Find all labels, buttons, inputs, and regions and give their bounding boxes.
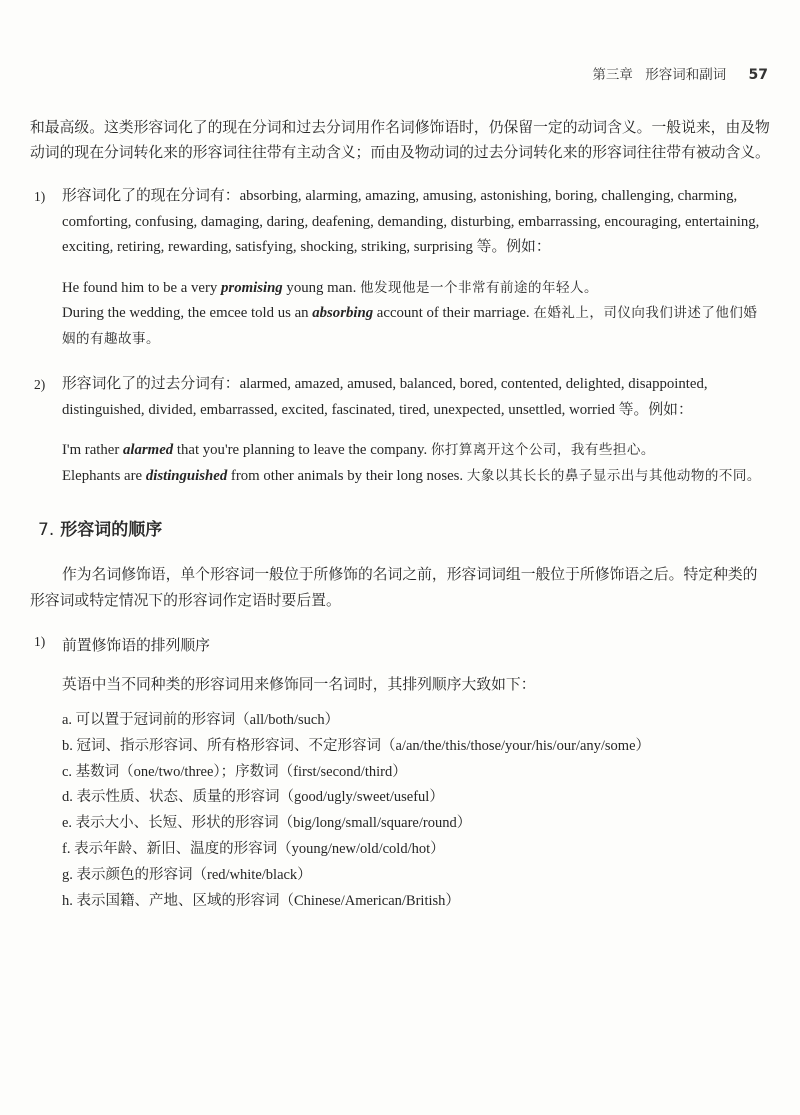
section-title: 形容词的顺序 bbox=[60, 520, 163, 540]
section-heading bbox=[30, 515, 770, 540]
list-item: f. 表示年龄、新旧、温度的形容词（young/new/old/cold/hot） bbox=[62, 840, 445, 857]
list-item: h. 表示国籍、产地、区域的形容词（Chinese/American/British） bbox=[62, 892, 460, 909]
example-block bbox=[62, 276, 770, 353]
keyword: promising bbox=[221, 279, 283, 296]
intro-paragraph: 和最高级。这类形容词化了的现在分词和过去分词用作名词修饰语时，仍保留一定的动词含义。一般说来，由及物动词的现在分词转化来的形容词往往带有主动含义；而由及物动词的过去分词转化来的形容词往往带有被动含义。 bbox=[30, 120, 770, 161]
item-text: 形容词化了的现在分词有：absorbing, alarming, amazing, amusing, astonishing, boring, challenging, charming, comforting, confusing, damaging, daring, deafening, demanding, disturbing, embarrassing, encouraging, entertaining, exciting, retiring, rewarding, satisfying, shocking, striking, surprising 等。例如： bbox=[62, 188, 760, 255]
list-item: g. 表示颜色的形容词（red/white/black） bbox=[62, 866, 312, 883]
subsection-lead: 英语中当不同种类的形容词用来修饰同一名词时，其排列顺序大致如下： bbox=[62, 677, 536, 693]
running-header bbox=[0, 63, 768, 83]
list-item: b. 冠词、指示形容词、所有格形容词、不定形容词（a/an/the/this/those/your/his/our/any/some） bbox=[62, 737, 651, 754]
translation: 在婚礼上，司仪向我们讲述了他们婚姻的有趣故事。 bbox=[62, 305, 758, 347]
example-sentence: During the wedding, the emcee told us an absorbing account of their marriage. 在婚礼上，司仪向我们讲述了他们婚姻的有趣故事。 bbox=[62, 305, 758, 347]
item-number: 2) bbox=[34, 377, 46, 392]
chapter-label: 第三章 bbox=[592, 67, 633, 83]
list-item: e. 表示大小、长短、形状的形容词（big/long/small/square/round） bbox=[62, 815, 472, 832]
example-sentence: Elephants are distinguished from other animals by their long noses. 大象以其长长的鼻子显示出与其他动物的不同。 bbox=[62, 467, 761, 484]
section-intro: 作为名词修饰语，单个形容词一般位于所修饰的名词之前，形容词词组一般位于所修饰语之后。特定种类的形容词或特定情况下的形容词作定语时要后置。 bbox=[30, 567, 758, 609]
section-number: 7. bbox=[38, 520, 55, 540]
subsection-number: 1) bbox=[34, 634, 46, 649]
translation: 他发现他是一个非常有前途的年轻人。 bbox=[359, 279, 598, 296]
list-item-past-participles bbox=[30, 372, 770, 423]
example-sentence: He found him to be a very promising young man. 他发现他是一个非常有前途的年轻人。 bbox=[62, 279, 598, 296]
keyword: distinguished bbox=[145, 467, 228, 484]
subsection-title: 前置修饰语的排列顺序 bbox=[62, 638, 210, 654]
list-item: c. 基数词（one/two/three）；序数词（first/second/third） bbox=[62, 763, 407, 780]
translation: 你打算离开这个公司，我有些担心。 bbox=[430, 442, 655, 458]
example-block bbox=[62, 438, 770, 489]
keyword: absorbing bbox=[312, 305, 374, 321]
subsection-heading bbox=[30, 634, 770, 655]
page-body bbox=[30, 116, 770, 914]
order-list bbox=[62, 708, 770, 914]
item-number: 1) bbox=[34, 189, 46, 204]
list-item: d. 表示性质、状态、质量的形容词（good/ugly/sweet/useful） bbox=[62, 789, 444, 806]
example-sentence: I'm rather alarmed that you're planning to leave the company. 你打算离开这个公司，我有些担心。 bbox=[62, 442, 655, 458]
keyword: alarmed bbox=[123, 442, 174, 458]
chapter-title: 形容词和副词 bbox=[645, 67, 727, 83]
page-number: 57 bbox=[748, 67, 768, 83]
item-text: 形容词化了的过去分词有：alarmed, amazed, amused, balanced, bored, contented, delighted, disappointed, distinguished, divided, embarrassed, excited, fascinated, tired, unexpected, unsettled, worried 等。例如： bbox=[62, 376, 708, 418]
list-item-present-participles bbox=[30, 184, 770, 261]
translation: 大象以其长长的鼻子显示出与其他动物的不同。 bbox=[466, 467, 761, 484]
list-item: a. 可以置于冠词前的形容词（all/both/such） bbox=[62, 712, 340, 728]
